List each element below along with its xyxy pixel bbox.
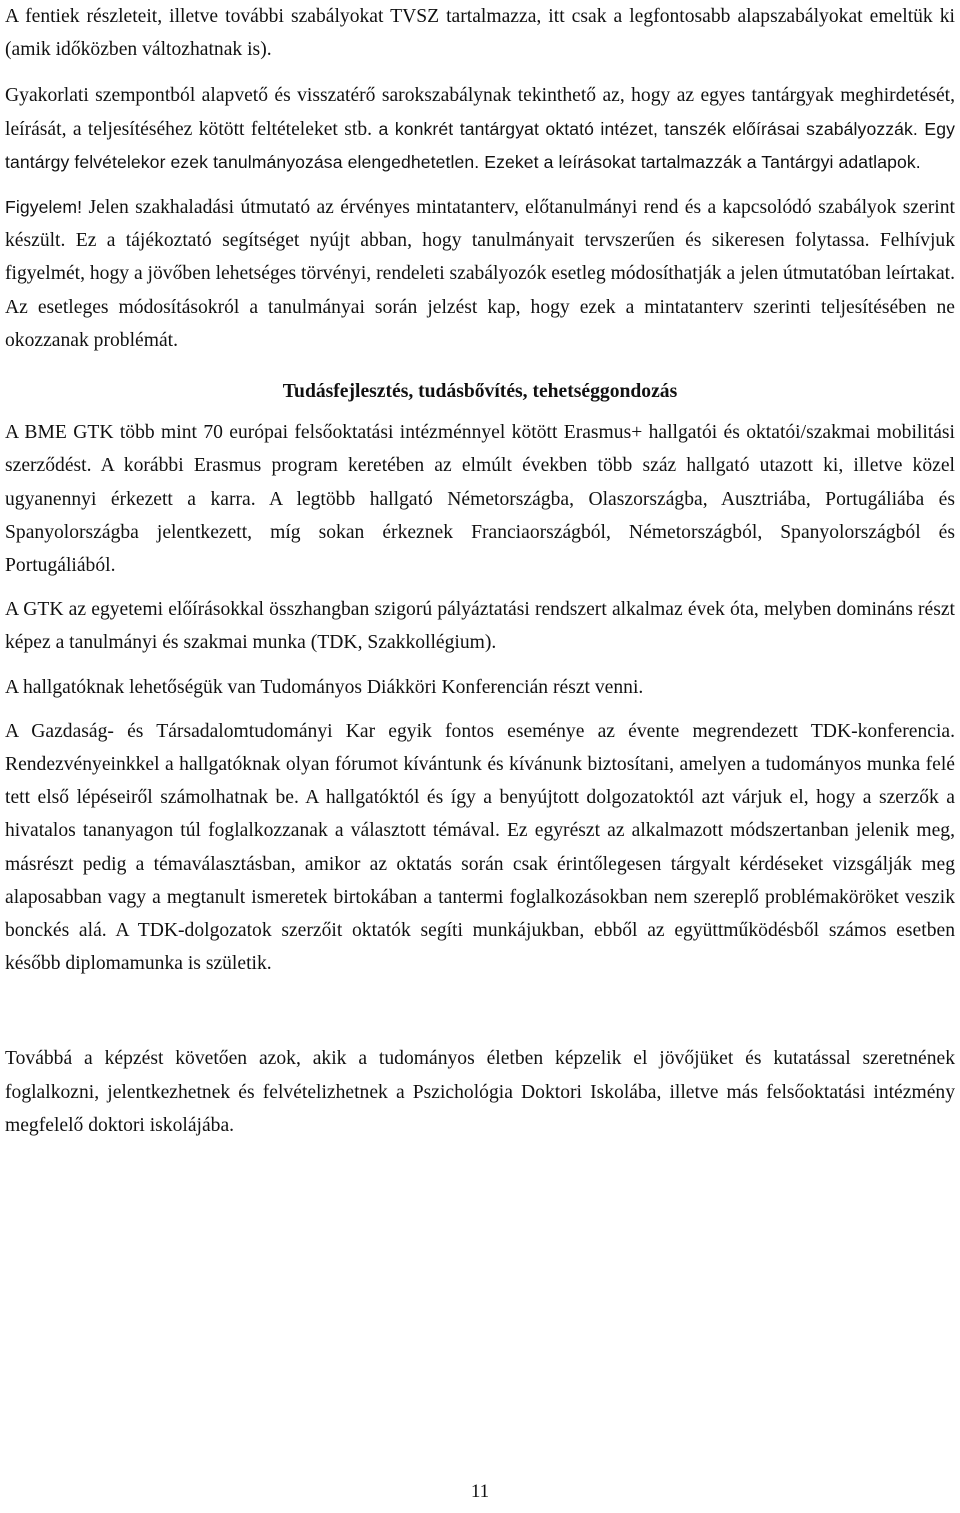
course-rules-text-sans: a konkrét tantárgyat oktató intézet, tanszék előírásai szabályozzák. Egy tantárgy felvételekor ezek tanulmányozása elengedhetetlen. Ezeket a leírásokat tartalmazzák a Tantárgyi adatlapok. bbox=[5, 118, 955, 172]
attention-text-serif-1: Jelen szakhaladási útmutató az érvényes mintatanterv, előtanulmányi rend és a kapcsolódó szabályok szerint készült. bbox=[5, 197, 955, 252]
section-heading: Tudásfejlesztés, tudásbővítés, tehetséggondozás bbox=[282, 381, 678, 403]
paragraph-tdk-conference: A Gazdaság- és Társadalomtudományi Kar egyik fontos eseménye az évente megrendezett TDK-konferencia. Rendezvényeinkkel a hallgatóknak olyan fórumot kívántunk és kívánunk biztosítani, amelyen a tudományos munka felé tett első lépéseiről számolhatnak be. A hallgatóktól és így a benyújtott dolgozatoktól azt várjuk el, hogy a szerzők a hivatalos tananyagon túl foglalkozzanak a választott témával. Ez egyrészt az alkalmazott módszertanban jelenik meg, másrészt pedig a témaválasztásban, amikor az oktatás során csak érintőlegesen tárgyalt kérdéseket vizsgálják meg alaposabban vagy a megtanult ismeretek birtokában a tantermi foglalkozásokban nem szereplő problémaköröket veszik bonckés alá. A TDK-dolgozatok szerzőit oktatók segíti munkájukban, ebből az együttműködésből számos esetben később diplomamunka is születik. bbox=[5, 720, 955, 975]
paragraph-tvsz-intro: A fentiek részleteit, illetve további szabályokat TVSZ tartalmazza, itt csak a legfontosabb alapszabályokat emeltük ki (amik időközben változhatnak is). bbox=[5, 6, 955, 61]
course-rules-text-serif: Gyakorlati szempontból alapvető és visszatérő sarokszabálynak tekinthető az, hogy az egyes tantárgyak meghirdetését, leírását, a teljesítéséhez kötött feltételeket stb. bbox=[5, 85, 955, 140]
attention-text-serif-2: Ez a tájékoztató segítséget nyújt abban, hogy tanulmányait tervszerűen és sikeresen folytassa. Felhívjuk figyelmét, hogy a jövőben lehetséges törvényi, rendeleti szabályozók esetleg módosíthatják a jelen útmutatóban leírtakat. Az esetleges módosításokról a tanulmányai során jelzést kap, hogy ezek a mintatanterv szerinti teljesítésében ne okozzanak problémát. bbox=[5, 230, 955, 351]
paragraph-gtk-application: A GTK az egyetemi előírásokkal összhangban szigorú pályáztatási rendszert alkalmaz évek óta, melyben domináns részt képez a tanulmányi és szakmai munka (TDK, Szakkollégium). bbox=[5, 599, 955, 654]
paragraph-course-rules bbox=[5, 79, 955, 179]
paragraph-attention bbox=[5, 191, 955, 357]
page-number: 11 bbox=[470, 1481, 490, 1502]
paragraph-erasmus: A BME GTK több mint 70 európai felsőoktatási intézménnyel kötött Erasmus+ hallgatói és oktatói/szakmai mobilitási szerződést. A korábbi Erasmus program keretében az elmúlt években több száz hallgató utazott ki, illetve közel ugyanennyi érkezett a karra. A legtöbb hallgató Németországba, Olaszországba, Ausztriába, Portugáliába és Spanyolországba jelentkezett, míg sokan érkeznek Franciaországból, Németországból, Spanyolországból és Portugáliából. bbox=[5, 422, 955, 577]
paragraph-tdk-opportunity: A hallgatóknak lehetőségük van Tudományos Diákköri Konferencián részt venni. bbox=[5, 676, 644, 698]
paragraph-doctoral-school: Továbbá a képzést követően azok, akik a tudományos életben képzelik el jövőjüket és kutatással szeretnének foglalkozni, jelentkezhetnek és felvételizhetnek a Pszichológia Doktori Iskolába, illetve más felsőoktatási intézmény megfelelő doktori iskolájába. bbox=[5, 1048, 955, 1136]
document-page bbox=[5, 0, 955, 1142]
attention-label: Figyelem! bbox=[5, 197, 83, 218]
